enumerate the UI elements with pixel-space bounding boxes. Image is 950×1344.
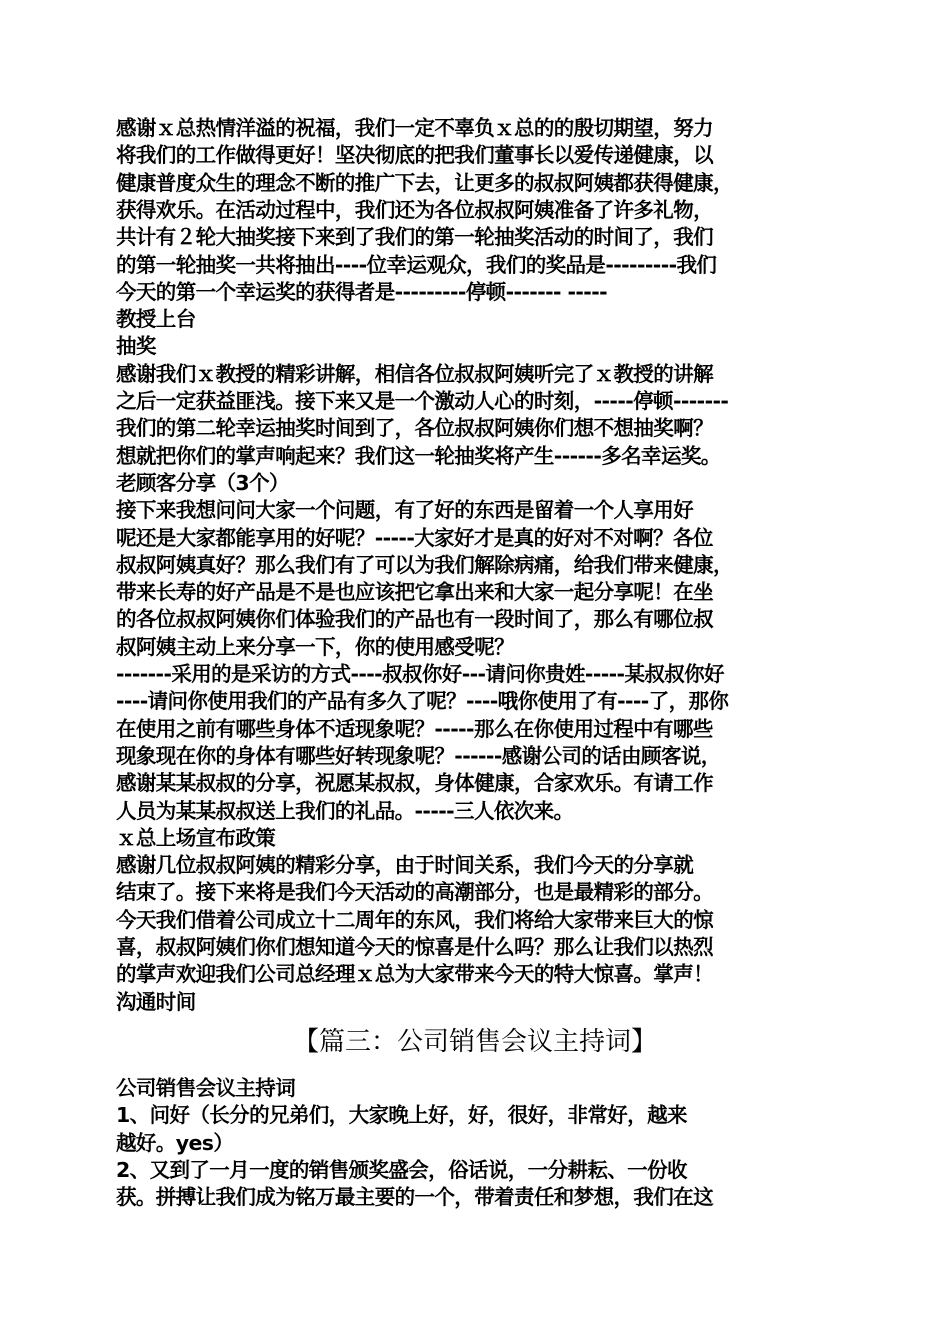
text-line: 公司销售会议主持词 (116, 1076, 296, 1100)
text-line: 教授上台 (116, 307, 196, 332)
text-line: 感谢ｘ总热情洋溢的祝福，我们一定不辜负ｘ总的的殷切期望，努力 (116, 116, 713, 140)
text-line: 的掌声欢迎我们公司总经理ｘ总为大家带来今天的特大惊喜。掌声！ (116, 962, 713, 987)
text-line: 抽奖 (116, 334, 156, 359)
text-line: 今天的第一个幸运奖的获得者是---------停顿------- ----- (116, 279, 608, 304)
text-line: 获得欢乐。在活动过程中，我们还为各位叔叔阿姨准备了许多礼物， (116, 197, 713, 222)
text-line: 获。拼搏让我们成为铭万最主要的一个，带着责任和梦想，我们在这 (116, 1185, 713, 1210)
text-line: 结束了。接下来将是我们今天活动的高潮部分，也是最精彩的部分。 (116, 880, 713, 905)
text-line: 共计有２轮大抽奖接下来到了我们的第一轮抽奖活动的时间了，我们 (116, 225, 713, 250)
text-line: 1、问好（长分的兄弟们，大家晚上好，好，很好，非常好，越来 (116, 1103, 687, 1128)
text-line: 叔阿姨主动上来分享一下，你的使用感受呢？ (116, 634, 514, 659)
text-line: 的第一轮抽奖一共将抽出----位幸运观众，我们的奖品是---------我们 (116, 252, 717, 277)
text-line: 想就把你们的掌声响起来？我们这一轮抽奖将产生------多名幸运奖。 (116, 443, 721, 468)
text-line: 感谢某某叔叔的分享，祝愿某叔叔，身体健康，合家欢乐。有请工作 (116, 771, 713, 796)
text-line: 2、又到了一月一度的销售颁奖盛会，俗话说，一分耕耘、一份收 (116, 1157, 687, 1182)
text-line: ----请问你使用我们的产品有多久了呢？----哦你使用了有----了，那你 (116, 689, 729, 714)
text-line: 喜，叔叔阿姨们你们想知道今天的惊喜是什么吗？那么让我们以热烈 (116, 935, 713, 959)
text-line: ｘ总上场宣布政策 (116, 825, 276, 850)
text-line: 在使用之前有哪些身体不适现象呢？-----那么在你使用过程中有哪些 (116, 716, 713, 741)
text-line: 今天我们借着公司成立十二周年的东风，我们将给大家带来巨大的惊 (116, 907, 713, 932)
text-line: 之后一定获益匪浅。接下来又是一个激动人心的时刻，-----停顿------- (116, 389, 729, 413)
text-line: 叔叔阿姨真好？那么我们有了可以为我们解除病痛，给我们带来健康， (116, 552, 733, 577)
text-line: 将我们的工作做得更好！坚决彻底的把我们董事长以爱传递健康，以 (116, 143, 713, 168)
text-line: 感谢我们ｘ教授的精彩讲解，相信各位叔叔阿姨听完了ｘ教授的讲解 (116, 361, 713, 386)
text-line: 人员为某某叔叔送上我们的礼品。-----三人依次来。 (116, 798, 574, 823)
text-line: 我们的第二轮幸运抽奖时间到了，各位叔叔阿姨你们想不想抽奖啊？ (116, 416, 713, 441)
text-line: 带来长寿的好产品是不是也应该把它拿出来和大家一起分享呢！在坐 (116, 580, 713, 605)
text-line: 老顾客分享（3个） (116, 470, 289, 495)
text-line: 的各位叔叔阿姨你们体验我们的产品也有一段时间了，那么有哪位叔 (116, 607, 713, 632)
text-line: -------采用的是采访的方式----叔叔你好---请问你贵姓-----某叔叔你好 (116, 662, 724, 686)
text-line: 接下来我想问问大家一个问题，有了好的东西是留着一个人享用好 (116, 498, 694, 523)
text-line: 呢还是大家都能享用的好呢？-----大家好才是真的好对不对啊？各位 (116, 525, 713, 550)
text-line: 现象现在你的身体有哪些好转现象呢？------感谢公司的话由顾客说， (116, 743, 721, 768)
text-line: 沟通时间 (116, 989, 196, 1014)
text-line: 越好。yes） (116, 1130, 234, 1155)
section-heading: 【篇三：公司销售会议主持词】 (292, 1027, 657, 1057)
text-line: 健康普度众生的理念不断的推广下去，让更多的叔叔阿姨都获得健康， (116, 170, 733, 195)
text-line: 感谢几位叔叔阿姨的精彩分享，由于时间关系，我们今天的分享就 (116, 853, 694, 878)
